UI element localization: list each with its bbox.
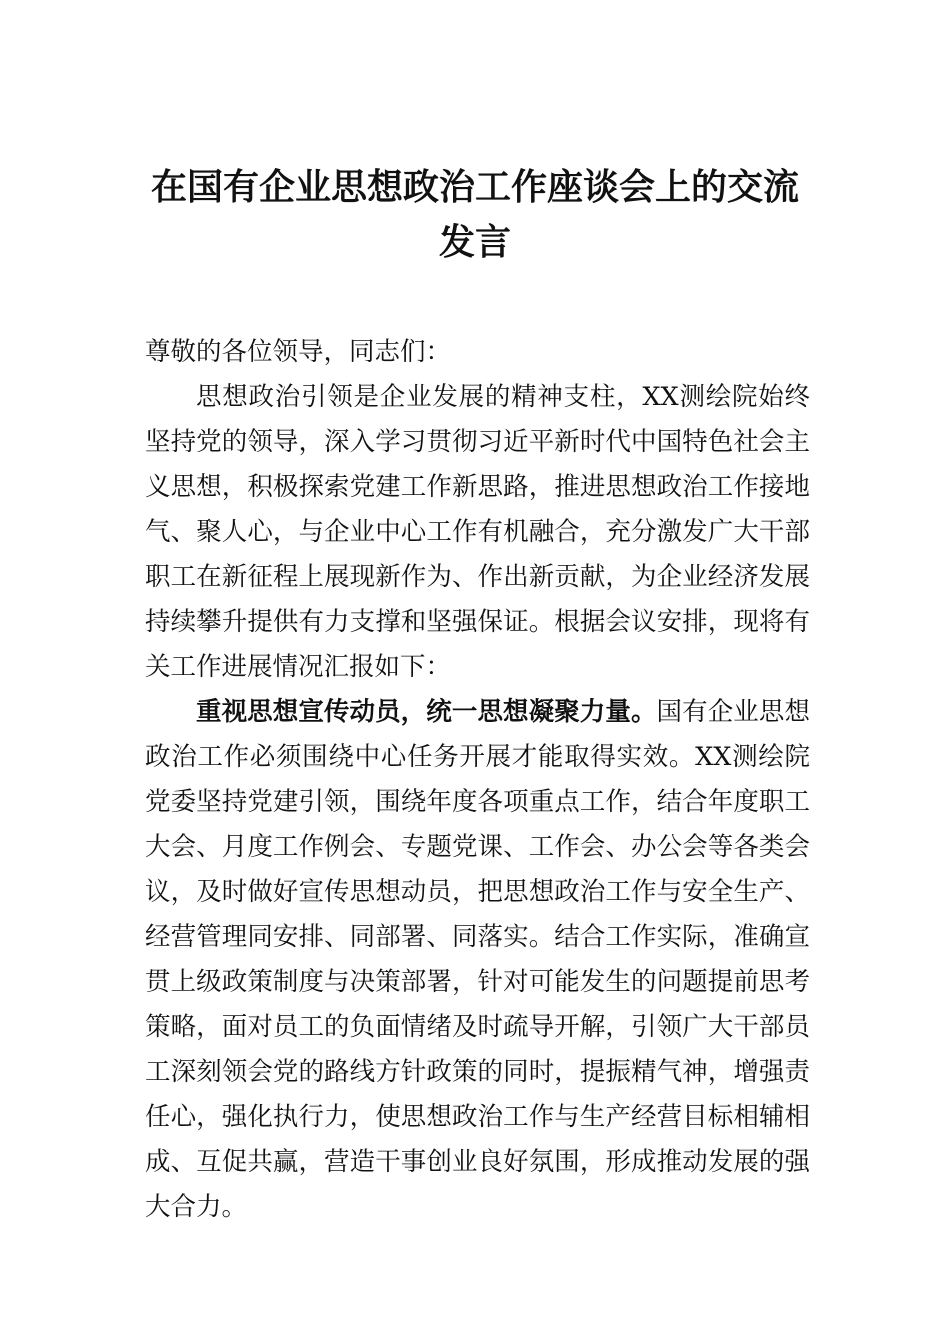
section-heading: 重视思想宣传动员，统一思想凝聚力量。: [196, 697, 657, 727]
document-body: [145, 330, 810, 1230]
paragraph-text: 国有企业思想政治工作必须围绕中心任务开展才能取得实效。XX测绘院党委坚持党建引领，围绕年度各项重点工作，结合年度职工大会、月度工作例会、专题党课、工作会、办公会等各类会议，及时做好宣传思想动员，把思想政治工作与安全生产、经营管理同安排、同部署、同落实。结合工作实际，准确宣贯上级政策制度与决策部署，针对可能发生的问题提前思考策略，面对员工的负面情绪及时疏导开解，引领广大干部员工深刻领会党的路线方针政策的同时，提振精气神，增强责任心，强化执行力，使思想政治工作与生产经营目标相辅相成、互促共赢，营造干事创业良好氛围，形成推动发展的强大合力。: [145, 697, 810, 1222]
salutation: 尊敬的各位领导，同志们：: [145, 337, 452, 367]
page-title: 在国有企业思想政治工作座谈会上的交流发言: [150, 166, 799, 263]
paragraph-intro: [145, 375, 810, 690]
paragraph-section-1: [145, 690, 810, 1230]
paragraph-text: 思想政治引领是企业发展的精神支柱，XX测绘院始终坚持党的领导，深入学习贯彻习近平新时代中国特色社会主义思想，积极探索党建工作新思路，推进思想政治工作接地气、聚人心，与企业中心工作有机融合，充分激发广大干部职工在新征程上展现新作为、作出新贡献，为企业经济发展持续攀升提供有力支撑和坚强保证。根据会议安排，现将有关工作进展情况汇报如下：: [145, 382, 810, 682]
